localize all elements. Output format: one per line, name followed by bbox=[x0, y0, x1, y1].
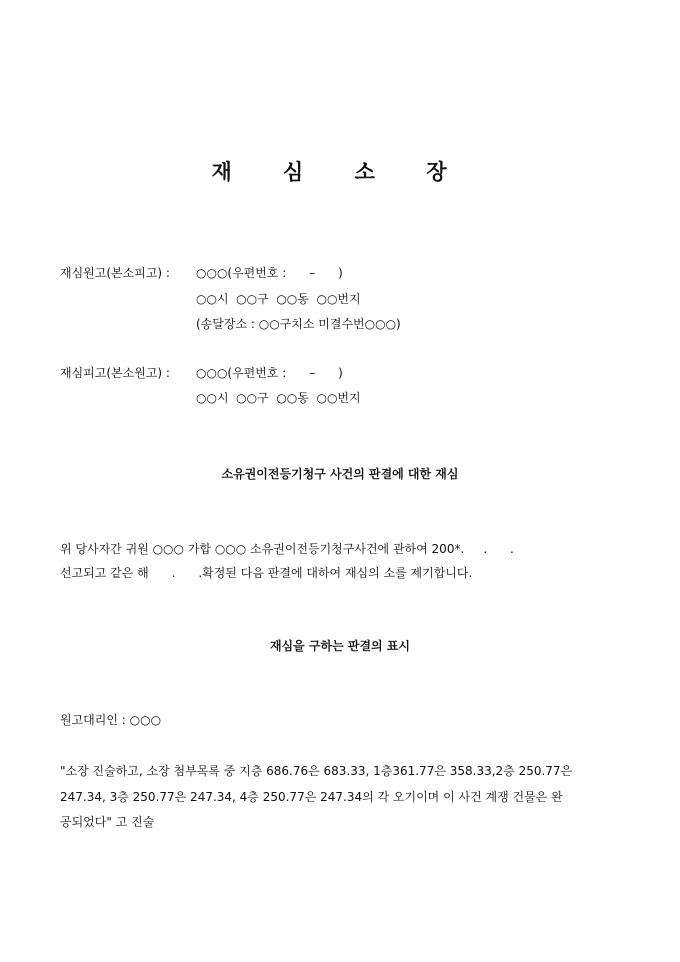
quote-line-2: 247.34, 3층 250.77은 247.34, 4층 250.77은 247.34의 각 오기이며 이 사건 계쟁 건물은 완 bbox=[60, 790, 563, 804]
defendant-address: ○○시 ○○구 ○○동 ○○번지 bbox=[196, 391, 361, 405]
plaintiff-delivery-place: (송달장소 : ○○구치소 미결수번○○○) bbox=[196, 317, 401, 331]
intro-line-2: 선고되고 같은 해 . .확정된 다음 판결에 대하여 재심의 소를 제기합니다. bbox=[60, 566, 473, 580]
plaintiff-name-postcode: ○○○(우편번호 : – ) bbox=[196, 266, 343, 280]
defendant-label: 재심피고(본소원고) : bbox=[60, 366, 174, 380]
quote-line-3: 공되었다" 고 진술 bbox=[60, 815, 155, 829]
defendant-name-postcode: ○○○(우편번호 : – ) bbox=[196, 366, 343, 380]
case-heading: 소유권이전등기청구 사건의 판결에 대한 재심 bbox=[221, 467, 459, 481]
judgment-heading: 재심을 구하는 판결의 표시 bbox=[269, 639, 411, 653]
quote-line-1: "소장 진술하고, 소장 첨부목록 중 지층 686.76은 683.33, 1층361.77은 358.33,2층 250.77은 bbox=[60, 764, 573, 778]
document-title: 재 심 소 장 bbox=[211, 159, 469, 184]
plaintiff-address: ○○시 ○○구 ○○동 ○○번지 bbox=[196, 292, 361, 306]
attorney-line: 원고대리인 : ○○○ bbox=[60, 713, 162, 727]
intro-line-1: 위 당사자간 귀원 ○○○ 가합 ○○○ 소유권이전등기청구사건에 관하여 200*. . . bbox=[60, 542, 514, 556]
plaintiff-label: 재심원고(본소피고) : bbox=[60, 266, 174, 280]
